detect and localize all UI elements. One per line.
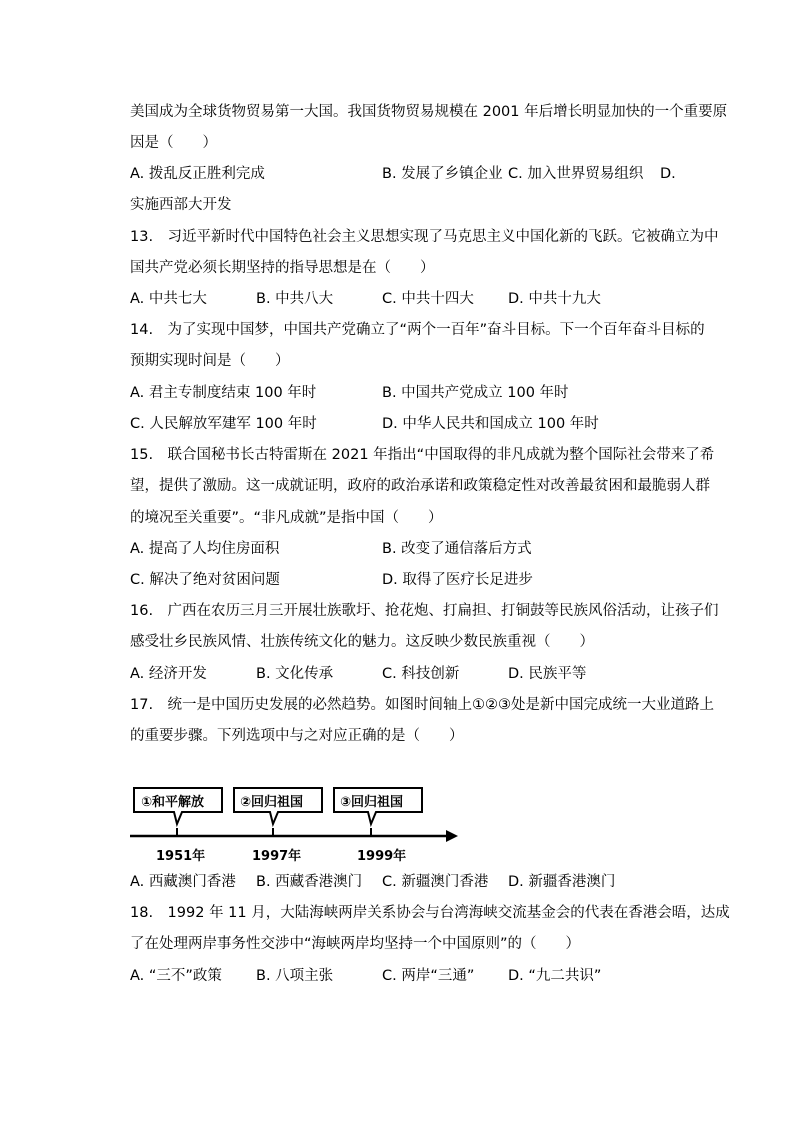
q15-stem-line2: 望，提供了激励。这一成就证明，政府的政治承诺和政策稳定性对改善最贫困和最脆弱人群 [130, 478, 710, 494]
q13-option-d[interactable]: D. 中共十九大 [508, 291, 601, 307]
q12-stem-line1: 美国成为全球货物贸易第一大国。我国货物贸易规模在 2001 年后增长明显加快的一个重要原 [130, 104, 728, 120]
timeline-year-3: 1999年 [357, 849, 407, 864]
q17-timeline-figure [130, 778, 460, 868]
timeline-year-2: 1997年 [252, 849, 302, 864]
q13-stem-line1: 13. 习近平新时代中国特色社会主义思想实现了马克思主义中国化新的飞跃。它被确立为中 [130, 229, 719, 245]
q13-option-b[interactable]: B. 中共八大 [256, 291, 334, 307]
q14-option-d[interactable]: D. 中华人民共和国成立 100 年时 [382, 416, 599, 432]
q17-option-b[interactable]: B. 西藏香港澳门 [256, 874, 363, 890]
q18-stem-line2: 了在处理两岸事务性交涉中“海峡两岸均坚持一个中国原则”的（ ） [130, 936, 581, 952]
q17-option-d[interactable]: D. 新疆香港澳门 [508, 874, 616, 890]
q12-option-d-text[interactable]: 实施西部大开发 [130, 197, 232, 213]
q17-stem-line1: 17. 统一是中国历史发展的必然趋势。如图时间轴上①②③处是新中国完成统一大业道路上 [130, 697, 715, 713]
q15-option-c[interactable]: C. 解决了绝对贫困问题 [130, 572, 280, 588]
q12-option-a[interactable]: A. 拨乱反正胜利完成 [130, 166, 265, 182]
timeline-arrow-icon [446, 830, 458, 842]
q18-option-a[interactable]: A. “三不”政策 [130, 968, 222, 984]
q13-stem-line2: 国共产党必须长期坚持的指导思想是在（ ） [130, 260, 435, 276]
q13-option-a[interactable]: A. 中共七大 [130, 291, 207, 307]
q14-option-b[interactable]: B. 中国共产党成立 100 年时 [382, 385, 569, 401]
q16-option-c[interactable]: C. 科技创新 [382, 666, 460, 682]
q15-option-b[interactable]: B. 改变了通信落后方式 [382, 541, 532, 557]
q16-option-a[interactable]: A. 经济开发 [130, 666, 207, 682]
q12-option-d[interactable]: D. [660, 166, 676, 182]
timeline-svg [130, 778, 460, 868]
q18-stem-line1: 18. 1992 年 11 月，大陆海峡两岸关系协会与台湾海峡交流基金会的代表在香港会晤，达成 [130, 905, 730, 921]
q12-option-b[interactable]: B. 发展了乡镇企业 [382, 166, 503, 182]
q16-stem-line1: 16. 广西在农历三月三开展壮族歌圩、抢花炮、打扁担、打铜鼓等民族风俗活动，让孩子们 [130, 603, 719, 619]
q15-stem-line3: 的境况至关重要”。“非凡成就”是指中国（ ） [130, 510, 443, 526]
q16-stem-line2: 感受壮乡民族风情、壮族传统文化的魅力。这反映少数民族重视（ ） [130, 634, 594, 650]
q14-option-c[interactable]: C. 人民解放军建军 100 年时 [130, 416, 317, 432]
q14-stem-line2: 预期实现时间是（ ） [130, 353, 290, 369]
timeline-box-1-label: ①和平解放 [141, 795, 205, 810]
q17-option-a[interactable]: A. 西藏澳门香港 [130, 874, 236, 890]
q18-option-b[interactable]: B. 八项主张 [256, 968, 334, 984]
q16-option-b[interactable]: B. 文化传承 [256, 666, 334, 682]
q17-stem-line2: 的重要步骤。下列选项中与之对应正确的是（ ） [130, 728, 464, 744]
q17-option-c[interactable]: C. 新疆澳门香港 [382, 874, 489, 890]
q15-stem-line1: 15. 联合国秘书长古特雷斯在 2021 年指出“中国取得的非凡成就为整个国际社会带来了希 [130, 447, 715, 463]
q18-option-d[interactable]: D. “九二共识” [508, 968, 602, 984]
q12-option-c[interactable]: C. 加入世界贸易组织 [508, 166, 644, 182]
q12-stem-line2: 因是（ ） [130, 135, 217, 151]
q15-option-a[interactable]: A. 提高了人均住房面积 [130, 541, 280, 557]
timeline-box-2-label: ②回归祖国 [240, 795, 304, 810]
timeline-box-3-label: ③回归祖国 [340, 795, 404, 810]
q14-option-a[interactable]: A. 君主专制度结束 100 年时 [130, 385, 317, 401]
timeline-year-1: 1951年 [156, 849, 206, 864]
q15-option-d[interactable]: D. 取得了医疗长足进步 [382, 572, 533, 588]
q14-stem-line1: 14. 为了实现中国梦，中国共产党确立了“两个一百年”奋斗目标。下一个百年奋斗目标的 [130, 322, 705, 338]
q13-option-c[interactable]: C. 中共十四大 [382, 291, 474, 307]
q16-option-d[interactable]: D. 民族平等 [508, 666, 587, 682]
q18-option-c[interactable]: C. 两岸“三通” [382, 968, 475, 984]
